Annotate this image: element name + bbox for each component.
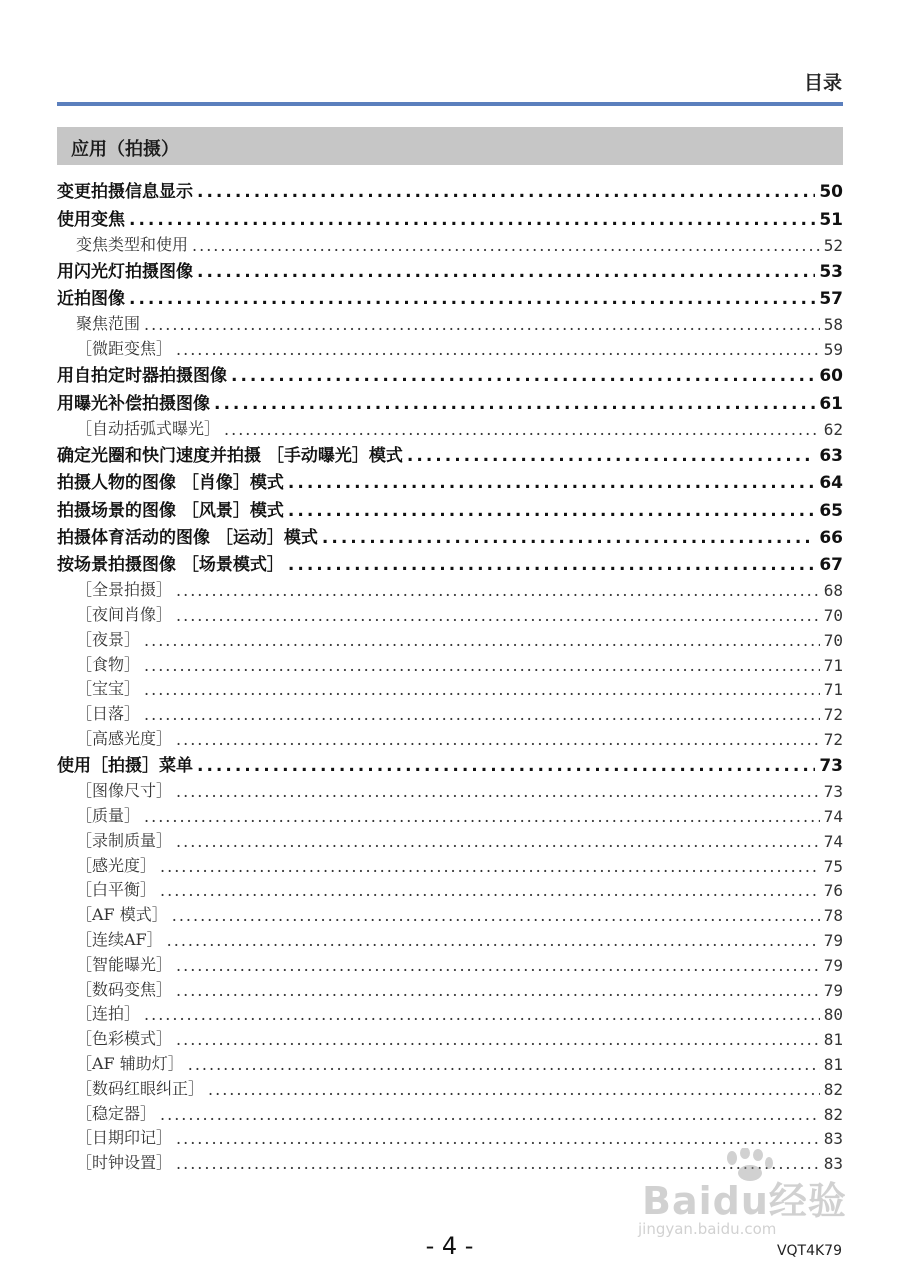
toc-subentry[interactable] (57, 1024, 843, 1049)
toc-entry-page: 74 (823, 807, 843, 827)
toc-entry[interactable] (57, 493, 843, 520)
toc-entry-page: 70 (823, 606, 843, 626)
toc-entry-label: ［连续AF］ (76, 930, 163, 950)
toc-entry-label: ［夜间肖像］ (76, 605, 173, 625)
dot-leader (176, 956, 820, 975)
dot-leader (176, 730, 820, 749)
toc-subentry[interactable] (57, 950, 843, 975)
toc-subentry[interactable] (57, 699, 843, 724)
toc-subentry[interactable] (57, 1099, 843, 1124)
toc-entry[interactable] (57, 521, 843, 548)
dot-leader (144, 807, 820, 826)
header-divider (57, 102, 843, 106)
toc-entry-page: 65 (819, 500, 843, 521)
dot-leader (144, 680, 820, 699)
dot-leader (322, 528, 815, 548)
toc-entry-page: 74 (823, 831, 843, 851)
toc-subentry[interactable] (57, 1049, 843, 1074)
toc-entry-label: ［连拍］ (76, 1004, 141, 1024)
toc-entry-label: ［AF 模式］ (76, 905, 168, 925)
toc-entry-page: 80 (823, 1005, 843, 1025)
dot-leader (176, 581, 820, 600)
dot-leader (288, 473, 815, 493)
toc-entry-page: 79 (823, 980, 843, 1000)
toc-entry-page: 83 (823, 1154, 843, 1174)
toc-entry-page: 73 (819, 756, 843, 777)
toc-entry-page: 76 (823, 881, 843, 901)
toc-entry-label: 变焦类型和使用 (76, 234, 189, 254)
toc-entry-label: ［质量］ (76, 806, 141, 826)
toc-entry-page: 61 (819, 393, 843, 414)
dot-leader (176, 1030, 820, 1049)
toc-entry-page: 63 (819, 445, 843, 466)
dot-leader (167, 931, 820, 950)
toc-subentry[interactable] (57, 575, 843, 600)
toc-entry-page: 79 (823, 931, 843, 951)
toc-entry-label: ［宝宝］ (76, 679, 141, 699)
toc-subentry[interactable] (57, 1124, 843, 1149)
toc-entry-label: ［录制质量］ (76, 830, 173, 850)
toc-entry-label: ［图像尺寸］ (76, 781, 173, 801)
toc-subentry[interactable] (57, 230, 843, 255)
dot-leader (176, 340, 820, 359)
toc-entry-page: 66 (819, 528, 843, 549)
dot-leader (208, 1080, 820, 1099)
dot-leader (176, 1129, 820, 1148)
toc-entry-label: ［自动括弧式曝光］ (76, 418, 221, 438)
toc-entry-label: 拍摄人物的图像 ［肖像］模式 (57, 473, 284, 494)
toc-entry-label: ［高感光度］ (76, 729, 173, 749)
dot-leader (176, 981, 820, 1000)
section-header (57, 127, 843, 165)
toc-entry-page: 57 (819, 289, 843, 310)
toc-entry-page: 82 (823, 1079, 843, 1099)
dot-leader (144, 1005, 820, 1024)
toc-entry-label: ［感光度］ (76, 855, 157, 875)
toc-entry[interactable] (57, 255, 843, 282)
toc-entry[interactable] (57, 749, 843, 776)
toc-entry-label: ［时钟设置］ (76, 1153, 173, 1173)
dot-leader (214, 394, 815, 414)
toc-entry-page: 81 (823, 1030, 843, 1050)
toc-entry-page: 58 (823, 315, 843, 335)
toc-subentry[interactable] (57, 600, 843, 625)
toc-entry-page: 71 (823, 680, 843, 700)
toc-subentry[interactable] (57, 1074, 843, 1099)
toc-entry-page: 62 (823, 419, 843, 439)
toc-entry-label: ［食物］ (76, 654, 141, 674)
toc-subentry[interactable] (57, 625, 843, 650)
dot-leader (176, 782, 820, 801)
toc-subentry[interactable] (57, 675, 843, 700)
dot-leader (129, 210, 815, 230)
toc-entry-page: 72 (823, 730, 843, 750)
toc-entry-label: 用闪光灯拍摄图像 (57, 261, 193, 282)
page-header-title: 目录 (803, 72, 842, 94)
toc-entry-label: 拍摄体育活动的图像 ［运动］模式 (57, 528, 318, 549)
toc-entry-page: 75 (823, 856, 843, 876)
toc-entry-label: 聚焦范围 (76, 314, 141, 334)
dot-leader (144, 631, 820, 650)
page-number: - 4 - (425, 1232, 474, 1260)
dot-leader (160, 857, 820, 876)
dot-leader (160, 881, 820, 900)
toc-entry-label: ［白平衡］ (76, 880, 157, 900)
toc-entry-page: 68 (823, 581, 843, 601)
toc-entry-page: 72 (823, 705, 843, 725)
toc-subentry[interactable] (57, 876, 843, 901)
dot-leader (176, 832, 820, 851)
toc-entry-label: 近拍图像 (57, 289, 125, 310)
toc-entry[interactable] (57, 439, 843, 466)
toc-subentry[interactable] (57, 975, 843, 1000)
section-title: 应用（拍摄） (71, 139, 179, 160)
toc-entry-label: 变更拍摄信息显示 (57, 182, 193, 203)
dot-leader (288, 501, 815, 521)
toc-entry-label: ［AF 辅助灯］ (76, 1054, 184, 1074)
toc-subentry[interactable] (57, 1000, 843, 1025)
toc-entry-label: ［日落］ (76, 704, 141, 724)
toc-entry-page: 81 (823, 1055, 843, 1075)
toc-entry-label: ［夜景］ (76, 629, 141, 649)
toc-entry-label: ［智能曝光］ (76, 954, 173, 974)
toc-entry-page: 79 (823, 955, 843, 975)
toc-entry-page: 60 (819, 366, 843, 387)
dot-leader (129, 289, 815, 309)
toc-entry-label: ［全景拍摄］ (76, 580, 173, 600)
toc-entry-label: ［数码变焦］ (76, 979, 173, 999)
toc-entry-label: 确定光圈和快门速度并拍摄 ［手动曝光］模式 (57, 445, 403, 466)
toc-entry[interactable] (57, 282, 843, 309)
dot-leader (192, 236, 820, 255)
toc-entry-page: 82 (823, 1104, 843, 1124)
toc-subentry[interactable] (57, 801, 843, 826)
toc-entry-label: ［色彩模式］ (76, 1029, 173, 1049)
toc-entry[interactable] (57, 548, 843, 575)
toc-subentry[interactable] (57, 851, 843, 876)
toc-subentry[interactable] (57, 776, 843, 801)
document-code: VQT4K79 (776, 1243, 842, 1259)
dot-leader (224, 420, 820, 439)
toc-entry-label: 用自拍定时器拍摄图像 (57, 366, 227, 387)
toc-entry-page: 71 (823, 655, 843, 675)
toc-entry-label: 按场景拍摄图像 ［场景模式］ (57, 555, 284, 576)
watermark (632, 1148, 847, 1246)
toc-entry-page: 59 (823, 339, 843, 359)
toc-subentry[interactable] (57, 414, 843, 439)
toc-entry-page: 83 (823, 1129, 843, 1149)
toc-subentry[interactable] (57, 900, 843, 925)
toc-entry-page: 52 (823, 235, 843, 255)
toc-entry-label: ［数码红眼纠正］ (76, 1078, 205, 1098)
dot-leader (172, 906, 820, 925)
dot-leader (407, 446, 815, 466)
toc-entry-page: 67 (819, 555, 843, 576)
toc-subentry[interactable] (57, 334, 843, 359)
dot-leader (144, 705, 820, 724)
toc-entry-page: 78 (823, 906, 843, 926)
toc-subentry[interactable] (57, 826, 843, 851)
dot-leader (231, 366, 815, 386)
toc-entry[interactable] (57, 386, 843, 413)
toc-subentry[interactable] (57, 309, 843, 334)
toc-entry[interactable] (57, 466, 843, 493)
dot-leader (197, 262, 815, 282)
toc-subentry[interactable] (57, 724, 843, 749)
dot-leader (144, 656, 820, 675)
toc-entry-label: 用曝光补偿拍摄图像 (57, 393, 210, 414)
toc-entry-page: 50 (819, 182, 843, 203)
dot-leader (160, 1105, 820, 1124)
dot-leader (188, 1055, 820, 1074)
toc-entry[interactable] (57, 175, 843, 202)
toc-entry-page: 51 (819, 209, 843, 230)
toc-entry[interactable] (57, 359, 843, 386)
toc-entry-page: 53 (819, 261, 843, 282)
toc-entry-label: 使用变焦 (57, 209, 125, 230)
dot-leader (197, 756, 815, 776)
toc-entry-label: 拍摄场景的图像 ［风景］模式 (57, 500, 284, 521)
toc-subentry[interactable] (57, 650, 843, 675)
table-of-contents (57, 175, 843, 1173)
toc-entry-label: ［稳定器］ (76, 1103, 157, 1123)
toc-entry-label: 使用［拍摄］菜单 (57, 756, 193, 777)
watermark-logo-text: Baidu经验 (642, 1179, 847, 1223)
dot-leader (144, 315, 820, 334)
toc-entry-page: 70 (823, 630, 843, 650)
dot-leader (176, 606, 820, 625)
toc-subentry[interactable] (57, 925, 843, 950)
toc-entry-label: ［日期印记］ (76, 1128, 173, 1148)
toc-entry[interactable] (57, 202, 843, 229)
watermark-url: jingyan.baidu.com (638, 1220, 777, 1238)
dot-leader (288, 555, 815, 575)
toc-entry-page: 64 (819, 473, 843, 494)
dot-leader (197, 182, 815, 202)
toc-entry-label: ［微距变焦］ (76, 338, 173, 358)
toc-entry-page: 73 (823, 782, 843, 802)
